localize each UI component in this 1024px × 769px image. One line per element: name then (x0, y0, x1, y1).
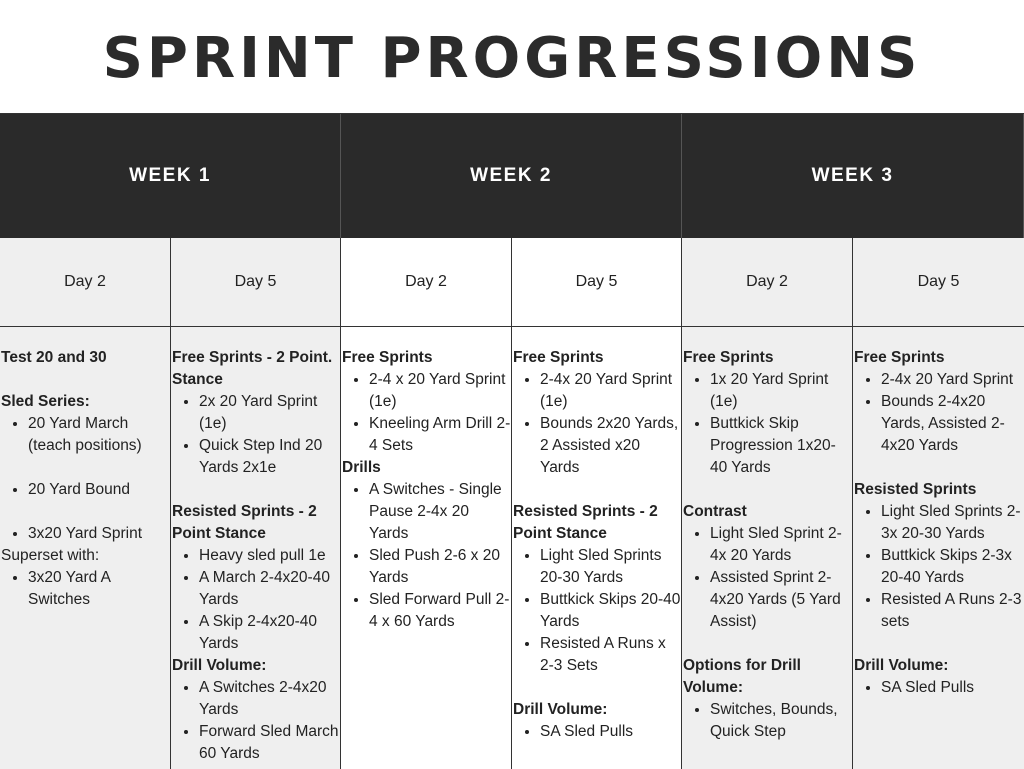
list-item: • Resisted A Runs 2-3 sets (881, 589, 1024, 633)
section-heading: Free Sprints - 2 Point. Stance (172, 349, 333, 388)
list-item: • 2-4x 20 Yard Sprint (1e) (540, 369, 681, 413)
list-item: • Bounds 2x20 Yards, 2 Assisted x20 Yards (540, 413, 681, 479)
exercise-list (172, 677, 340, 765)
section-heading: Drills (342, 459, 381, 476)
exercise-list (342, 479, 511, 633)
exercise-list (683, 523, 852, 633)
section-heading: Options for Drill Volume: (683, 657, 801, 696)
day-header: Day 2 (0, 238, 171, 327)
week-3-header: WEEK 3 (682, 114, 1024, 238)
exercise-list (854, 369, 1024, 457)
list-item: • 3x20 Yard A Switches (28, 567, 170, 611)
exercise-list (513, 721, 681, 743)
exercise-list (854, 677, 1024, 699)
day-header: Day 2 (682, 238, 853, 327)
section-heading: Drill Volume: (513, 701, 608, 718)
list-item: • A March 2-4x20-40 Yards (199, 567, 340, 611)
list-item: • Resisted A Runs x 2-3 Sets (540, 633, 681, 677)
section-heading: Test 20 and 30 (1, 349, 107, 366)
list-item: • 3x20 Yard Sprint (28, 523, 170, 545)
list-item: • Light Sled Sprint 2-4x 20 Yards (710, 523, 852, 567)
day-header: Day 2 (341, 238, 512, 327)
section-heading: Sled Series: (1, 393, 90, 410)
section-heading: Resisted Sprints - 2 Point Stance (513, 503, 658, 542)
week-1-day-2-content (0, 327, 171, 769)
list-item: • 1x 20 Yard Sprint (1e) (710, 369, 852, 413)
section-heading: Contrast (683, 503, 747, 520)
superset-label: Superset with: (1, 547, 100, 564)
list-item: • Buttkick Skip Progression 1x20-40 Yards (710, 413, 852, 479)
list-item: • 2-4 x 20 Yard Sprint (1e) (369, 369, 511, 413)
section-heading: Resisted Sprints (854, 481, 977, 498)
exercise-list (342, 369, 511, 457)
week-3-day-5-content (853, 327, 1024, 769)
exercise-list (1, 523, 170, 545)
exercise-list (172, 545, 340, 655)
list-item: • Assisted Sprint 2-4x20 Yards (5 Yard Assist) (710, 567, 852, 633)
list-item: • A Switches 2-4x20 Yards (199, 677, 340, 721)
week-2-header: WEEK 2 (341, 114, 682, 238)
exercise-list (513, 545, 681, 677)
week-1-header: WEEK 1 (0, 114, 341, 238)
list-item: • SA Sled Pulls (881, 677, 1024, 699)
week-2-day-2-content (341, 327, 512, 769)
exercise-list (1, 567, 170, 611)
list-item: • Bounds 2-4x20 Yards, Assisted 2-4x20 Yards (881, 391, 1024, 457)
list-item: • 20 Yard Bound (28, 479, 170, 501)
list-item: • Buttkick Skips 2-3x 20-40 Yards (881, 545, 1024, 589)
list-item: • Switches, Bounds, Quick Step (710, 699, 852, 743)
list-item: • A Switches - Single Pause 2-4x 20 Yards (369, 479, 511, 545)
exercise-list (1, 413, 170, 457)
section-heading: Drill Volume: (854, 657, 949, 674)
exercise-list (172, 391, 340, 479)
progression-table (0, 113, 1024, 768)
day-header: Day 5 (512, 238, 682, 327)
list-item: • A Skip 2-4x20-40 Yards (199, 611, 340, 655)
section-heading: Free Sprints (513, 349, 604, 366)
list-item: • Quick Step Ind 20 Yards 2x1e (199, 435, 340, 479)
list-item: • Sled Forward Pull 2-4 x 60 Yards (369, 589, 511, 633)
list-item: • 2-4x 20 Yard Sprint (881, 369, 1024, 391)
section-heading: Resisted Sprints - 2 Point Stance (172, 503, 317, 542)
list-item: • Buttkick Skips 20-40 Yards (540, 589, 681, 633)
list-item: • SA Sled Pulls (540, 721, 681, 743)
week-3-day-2-content (682, 327, 853, 769)
section-heading: Drill Volume: (172, 657, 267, 674)
list-item: • Forward Sled March 60 Yards (199, 721, 340, 765)
list-item: • Kneeling Arm Drill 2-4 Sets (369, 413, 511, 457)
section-heading: Free Sprints (854, 349, 945, 366)
exercise-list (683, 699, 852, 743)
day-header: Day 5 (171, 238, 341, 327)
list-item: • Sled Push 2-6 x 20 Yards (369, 545, 511, 589)
day-header: Day 5 (853, 238, 1024, 327)
section-heading: Free Sprints (342, 349, 433, 366)
week-1-day-5-content (171, 327, 341, 769)
exercise-list (854, 501, 1024, 633)
exercise-list (513, 369, 681, 479)
list-item: • 20 Yard March (teach positions) (28, 413, 170, 457)
exercise-list (1, 479, 170, 501)
list-item: • Light Sled Sprints 2-3x 20-30 Yards (881, 501, 1024, 545)
exercise-list (683, 369, 852, 479)
page-title: SPRINT PROGRESSIONS (102, 26, 922, 91)
section-heading: Free Sprints (683, 349, 774, 366)
list-item: • Heavy sled pull 1e (199, 545, 340, 567)
list-item: • 2x 20 Yard Sprint (1e) (199, 391, 340, 435)
list-item: • Light Sled Sprints 20-30 Yards (540, 545, 681, 589)
week-2-day-5-content (512, 327, 682, 769)
